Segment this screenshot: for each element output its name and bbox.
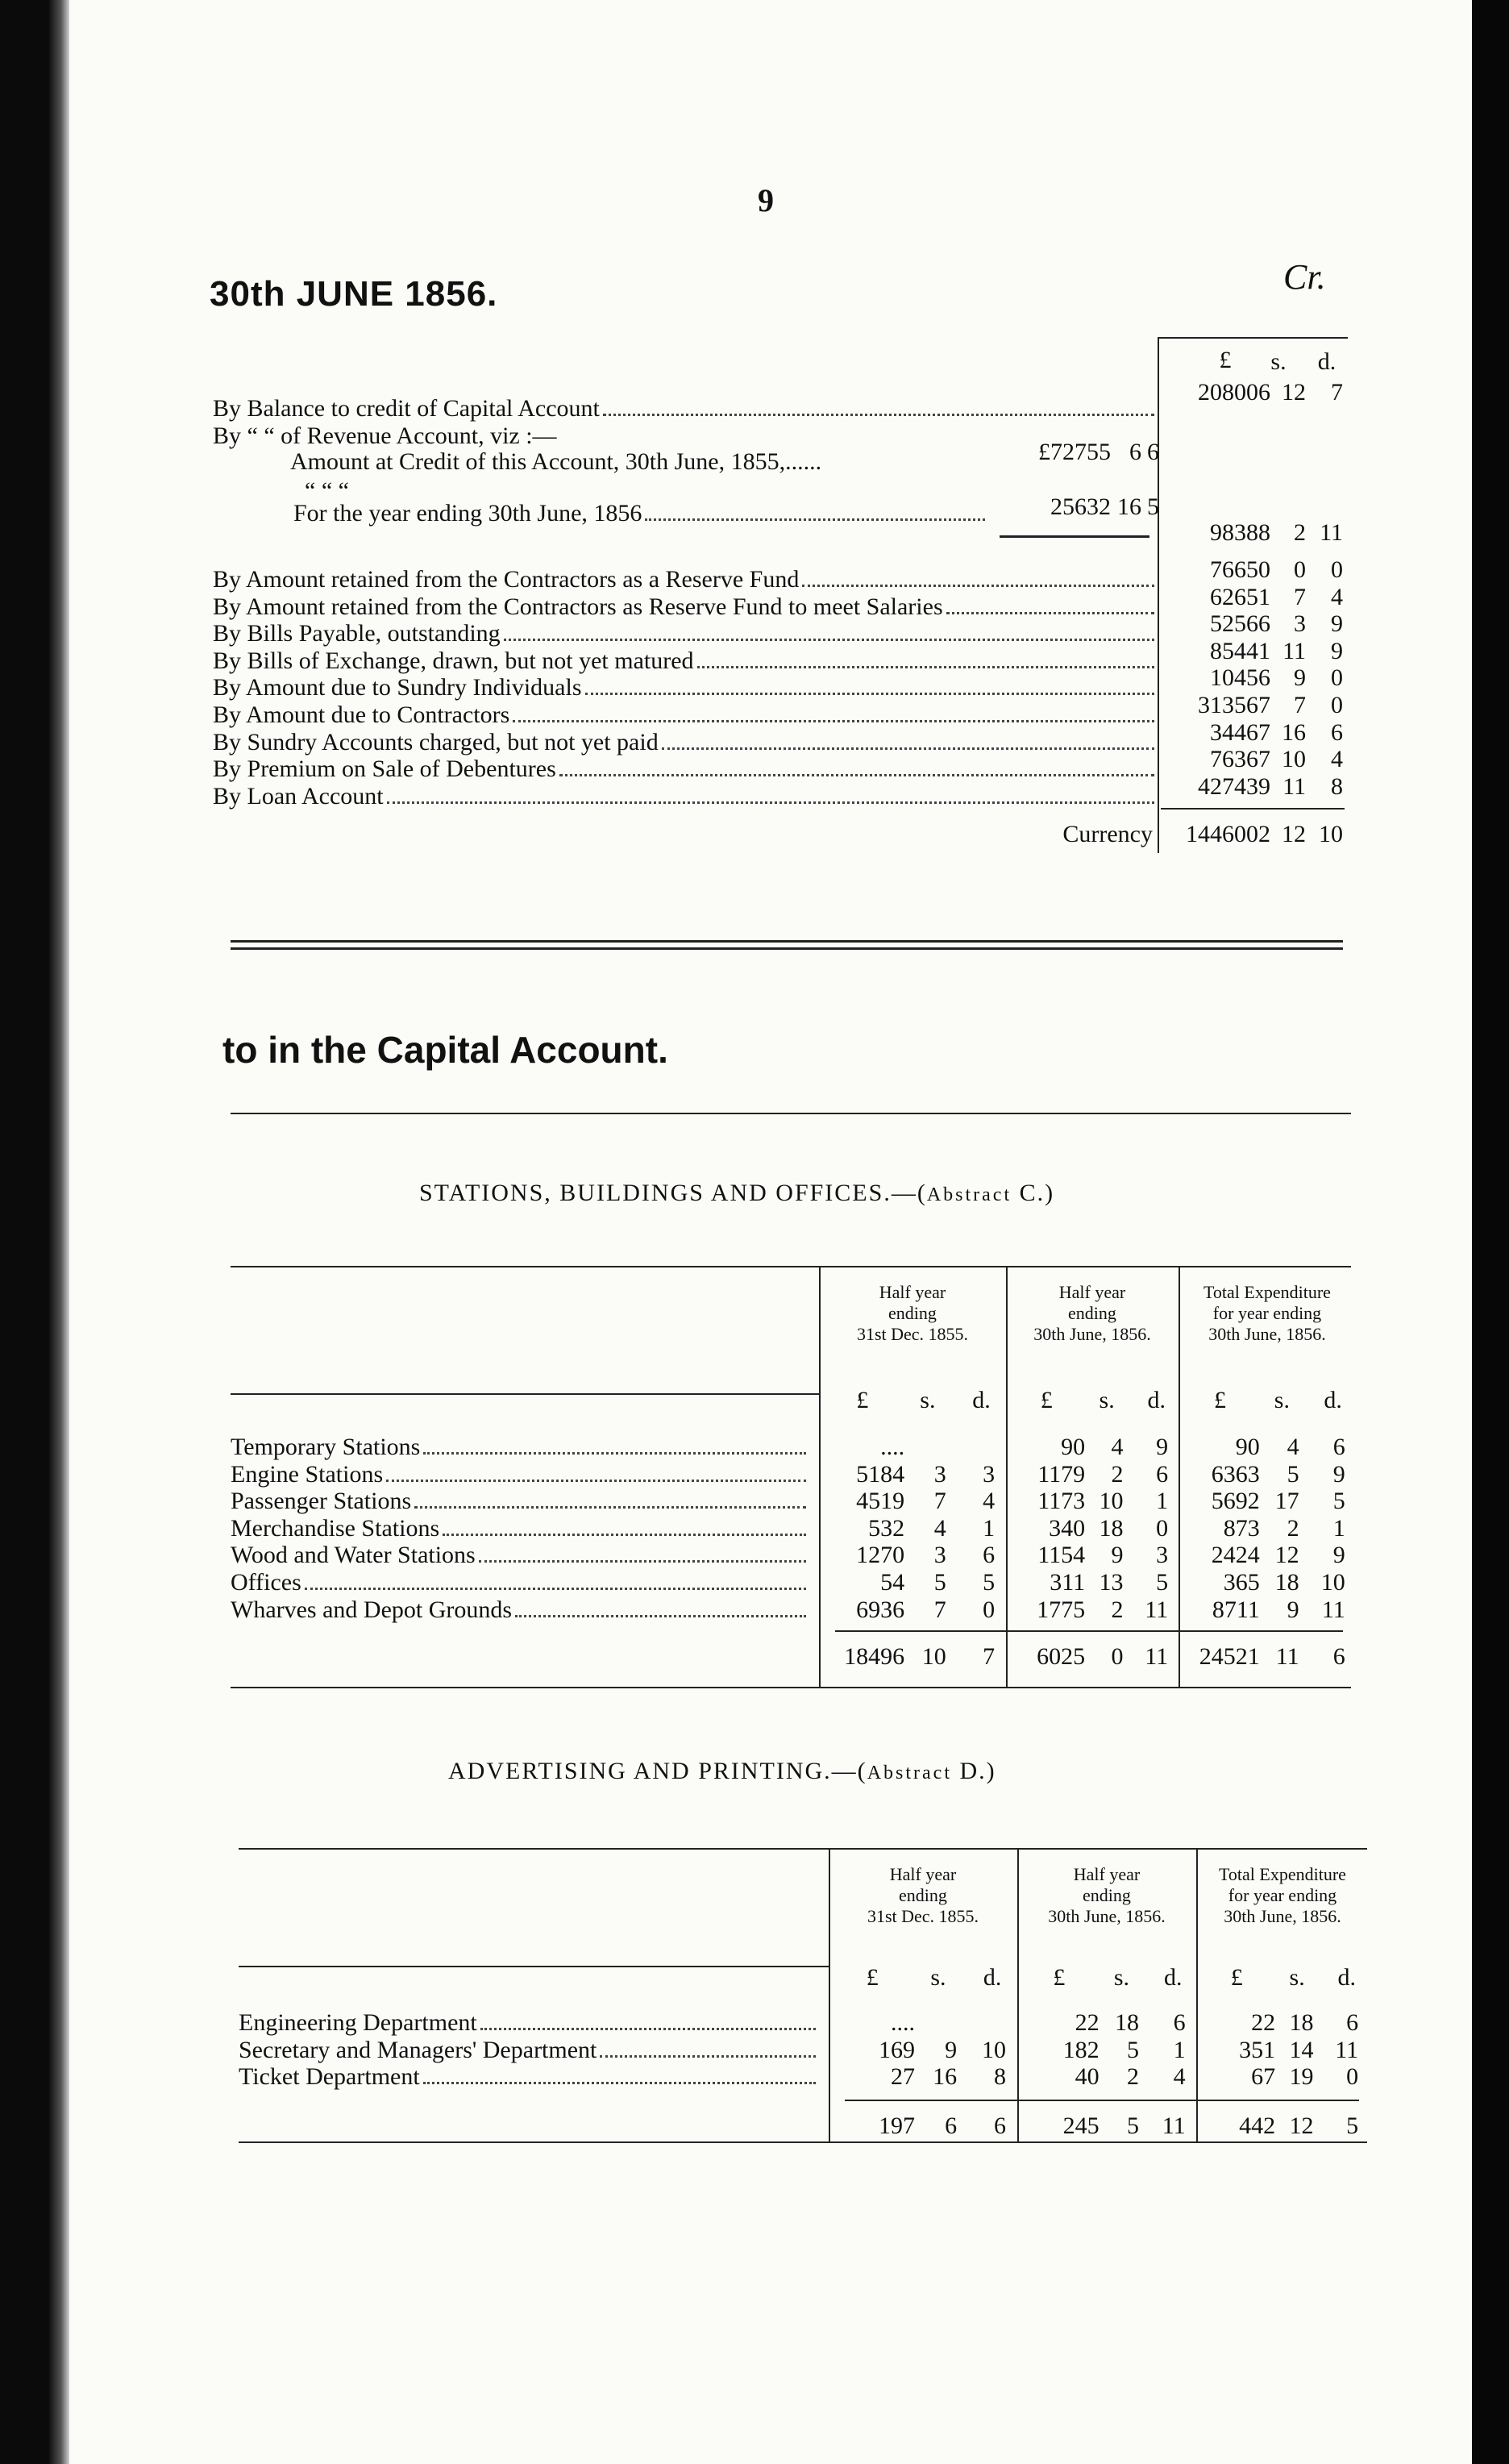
abstract_d-total-c2-pence: 11 xyxy=(1162,2112,1186,2139)
abstract_d-total-c2-shillings: 5 xyxy=(1126,2112,1139,2139)
abstract_c-row-2-c2-pounds: 1173 xyxy=(1037,1488,1086,1514)
abstract_c-row-0 xyxy=(231,1434,809,1461)
abstract_c-row-1-c2-pence: 6 xyxy=(1156,1461,1169,1488)
abstract_c-total-c3-pounds: 24521 xyxy=(1199,1643,1260,1670)
cr-revenue-year-pounds: 25632 xyxy=(1050,493,1111,520)
abstract_c-row-6-c2-pence: 11 xyxy=(1145,1596,1169,1623)
section-title: to in the Capital Account. xyxy=(222,1029,668,1071)
header-credit-side: Cr. xyxy=(1283,257,1326,297)
cr-revenue-credit-shillings: 6 xyxy=(1129,439,1141,465)
cr-item-2-pence: 9 xyxy=(1331,610,1343,637)
abstract_d-col-0-unit-1: s. xyxy=(930,1964,946,1991)
cr-revenue-year-label-wrap xyxy=(293,500,987,527)
cr-item-1-shillings: 7 xyxy=(1294,584,1306,610)
cr-item-5-leader xyxy=(513,720,1154,722)
abstract-d-title-main: ADVERTISING AND PRINTING.—( xyxy=(448,1758,867,1784)
cr-item-8-leader xyxy=(387,801,1154,804)
abstract_c-row-3-c1-shillings: 4 xyxy=(933,1515,946,1542)
spine-gradient xyxy=(48,0,69,2464)
cr-total-pence: 10 xyxy=(1319,821,1343,847)
abstract_c-row-5-c3-pounds: 365 xyxy=(1223,1569,1260,1596)
cr-revenue-credit xyxy=(290,448,983,476)
abstract_c-row-6-label: Wharves and Depot Grounds xyxy=(231,1596,513,1623)
abstract_d-row-0-c2-pence: 6 xyxy=(1173,2009,1186,2036)
cr-item-3-label: By Bills of Exchange, drawn, but not yet matured xyxy=(213,647,694,674)
abstract_c-total-rule xyxy=(835,1630,1343,1632)
abstract_c-col-2-unit-0: £ xyxy=(1214,1387,1226,1413)
cr-item-8-shillings: 11 xyxy=(1282,773,1306,800)
abstract_c-row-3-c3-pounds: 873 xyxy=(1223,1515,1260,1542)
cr-revenue-year xyxy=(293,500,987,527)
cr-revenue-credit-pence: 6 xyxy=(1147,439,1159,465)
cr-revenue-year-leader xyxy=(645,518,985,521)
abstract_c-row-4 xyxy=(231,1542,809,1569)
cr-item-0-label-wrap xyxy=(213,566,1156,593)
abstract_d-row-0-label: Engineering Department xyxy=(239,2009,477,2036)
abstract_c-row-2-c3-shillings: 17 xyxy=(1274,1488,1299,1514)
abstract_d-row-2-c2-pence: 4 xyxy=(1173,2063,1186,2090)
abstract_c-row-3-c2-pence: 0 xyxy=(1156,1515,1169,1542)
cr-item-8-pounds: 427439 xyxy=(1198,773,1270,800)
abstract_c-row-5-c2-pence: 5 xyxy=(1156,1569,1169,1596)
abstract_c-row-4-c2-pence: 3 xyxy=(1156,1542,1169,1568)
abstract_c-row-0-c2-pence: 9 xyxy=(1156,1434,1169,1460)
abstract_d-row-0-c3-shillings: 18 xyxy=(1289,2009,1314,2036)
abstract_d-row-2-c3-pence: 0 xyxy=(1346,2063,1359,2090)
cr-item-8 xyxy=(213,783,1156,810)
cr-item-1-leader xyxy=(946,612,1154,614)
abstract_c-col-0-unit-0: £ xyxy=(856,1387,869,1413)
abstract_d-row-2-c2-shillings: 2 xyxy=(1126,2063,1139,2090)
abstract_c-row-6-c1-pounds: 6936 xyxy=(856,1596,905,1623)
cr-item-3-label-wrap xyxy=(213,647,1156,675)
abstract_d-row-2-c3-shillings: 19 xyxy=(1289,2063,1314,2090)
abstract_c-row-4-c1-pounds: 1270 xyxy=(856,1542,905,1568)
abstract_c-row-5-label: Offices xyxy=(231,1569,301,1596)
abstract_c-col-2-heading: Total Expenditure for year ending 30th June, 1856. xyxy=(1203,1282,1331,1344)
abstract_c-row-2 xyxy=(231,1488,809,1515)
abstract_c-col-1-unit-0: £ xyxy=(1040,1387,1053,1413)
cr-item-6-pence: 6 xyxy=(1331,719,1343,746)
abstract_c-row-5-c3-shillings: 18 xyxy=(1274,1569,1299,1596)
abstract_c-row-5-c1-shillings: 5 xyxy=(933,1569,946,1596)
cr-item-3-shillings: 11 xyxy=(1282,638,1306,664)
abstract_d-row-0-leader xyxy=(480,2028,816,2030)
section-title-rule xyxy=(231,1113,1351,1114)
cr-revenue-total-shillings: 2 xyxy=(1294,519,1306,546)
abstract_c-total-c1-pence: 7 xyxy=(983,1643,996,1670)
abstract_c-row-1 xyxy=(231,1461,809,1488)
abstract_d-col-1-unit-2: d. xyxy=(1164,1964,1183,1991)
abstract_d-row-1-c2-pence: 1 xyxy=(1173,2037,1186,2063)
abstract_d-label-head-rule xyxy=(239,1966,829,1967)
cr-item-5-shillings: 7 xyxy=(1294,692,1306,718)
section-double-rule xyxy=(231,940,1343,950)
document-page xyxy=(69,0,1472,2464)
cr-item-5-pence: 0 xyxy=(1331,692,1343,718)
abstract_c-top-rule xyxy=(231,1266,1351,1267)
abstract_d-row-1-c2-shillings: 5 xyxy=(1126,2037,1139,2063)
abstract_d-row-2-c1-shillings: 16 xyxy=(933,2063,958,2090)
abstract_d-col-2-unit-2: d. xyxy=(1337,1964,1356,1991)
abstract_d-col-2-heading: Total Expenditure for year ending 30th June, 1856. xyxy=(1219,1864,1346,1926)
cr-revenue-credit-label: Amount at Credit of this Account, 30th June, 1855,...... xyxy=(290,448,822,475)
abstract_c-row-6-c2-pounds: 1775 xyxy=(1037,1596,1086,1623)
abstract_c-row-0-c3-pence: 6 xyxy=(1332,1434,1345,1460)
abstract_c-row-0-leader xyxy=(423,1452,806,1455)
cr-item-0 xyxy=(213,566,1156,593)
abstract_c-row-4-c1-pence: 6 xyxy=(983,1542,996,1568)
abstract_c-total-c2-pence: 11 xyxy=(1145,1643,1169,1670)
cr-item-3-pounds: 85441 xyxy=(1210,638,1270,664)
abstract_c-col-1-heading: Half year ending 30th June, 1856. xyxy=(1033,1282,1151,1344)
cr-item-1-pounds: 62651 xyxy=(1210,584,1270,610)
abstract_c-row-1-label: Engine Stations xyxy=(231,1461,384,1488)
abstract_d-col-0-heading: Half year ending 31st Dec. 1855. xyxy=(867,1864,979,1926)
abstract_d-row-2-c1-pounds: 27 xyxy=(890,2063,915,2090)
abstract_c-row-3-c3-pence: 1 xyxy=(1332,1515,1345,1542)
abstract-c-title-small: Abstract xyxy=(926,1184,1012,1205)
header-date: 30th JUNE 1856. xyxy=(210,274,498,314)
abstract_d-total-c1-shillings: 6 xyxy=(945,2112,958,2139)
cr-balance-capital-leader xyxy=(603,414,1154,416)
abstract_c-row-1-c3-shillings: 5 xyxy=(1287,1461,1299,1488)
abstract_c-row-2-c3-pence: 5 xyxy=(1332,1488,1345,1514)
cr-unit-shilling: s. xyxy=(1270,348,1287,375)
abstract_c-row-4-label: Wood and Water Stations xyxy=(231,1542,476,1568)
cr-item-4-leader xyxy=(585,693,1155,695)
abstract_c-row-4-c2-pounds: 1154 xyxy=(1037,1542,1086,1568)
abstract_c-row-5-c3-pence: 10 xyxy=(1320,1569,1345,1596)
cr-balance-capital xyxy=(213,395,1156,422)
abstract_d-bottom-rule xyxy=(239,2141,1367,2143)
abstract_c-row-3 xyxy=(231,1515,809,1542)
cr-item-7-pounds: 76367 xyxy=(1210,746,1270,772)
cr-item-8-label-wrap xyxy=(213,783,1156,810)
abstract-c-title-main: STATIONS, BUILDINGS AND OFFICES.—( xyxy=(419,1180,927,1206)
cr-item-6-pounds: 34467 xyxy=(1210,719,1270,746)
cr-item-4-shillings: 9 xyxy=(1294,664,1306,691)
cr-item-8-label: By Loan Account xyxy=(213,783,384,810)
abstract_c-row-5-c1-pence: 5 xyxy=(983,1569,996,1596)
cr-item-6-label-wrap xyxy=(213,729,1156,756)
abstract_c-row-5-c2-shillings: 13 xyxy=(1099,1569,1124,1596)
abstract_d-row-1-label: Secretary and Managers' Department xyxy=(239,2037,597,2063)
cr-top-rule xyxy=(1158,337,1348,339)
abstract_c-col-2-unit-1: s. xyxy=(1274,1387,1290,1413)
cr-item-2-label: By Bills Payable, outstanding xyxy=(213,620,501,647)
cr-unit-pence: d. xyxy=(1317,348,1336,375)
cr-item-8-pence: 8 xyxy=(1331,773,1343,800)
abstract_d-total-c1-pence: 6 xyxy=(993,2112,1006,2139)
abstract_c-col-1-unit-2: d. xyxy=(1147,1387,1166,1413)
cr-item-7-pence: 4 xyxy=(1331,746,1343,772)
abstract_c-row-5-c2-pounds: 311 xyxy=(1050,1569,1086,1596)
abstract-c-title xyxy=(419,1180,1054,1207)
abstract_c-row-3-c2-shillings: 18 xyxy=(1099,1515,1124,1542)
cr-item-4-pence: 0 xyxy=(1331,664,1343,691)
abstract_c-row-0-label: Temporary Stations xyxy=(231,1434,421,1460)
cr-revenue-total-pounds: 98388 xyxy=(1210,519,1270,546)
abstract-d-title xyxy=(448,1758,996,1785)
cr-item-0-shillings: 0 xyxy=(1294,556,1306,583)
abstract_d-total-c2-pounds: 245 xyxy=(1062,2112,1100,2139)
abstract_c-row-3-leader xyxy=(443,1534,806,1536)
abstract_c-total-c2-pounds: 6025 xyxy=(1037,1643,1086,1670)
abstract_c-total-c1-shillings: 10 xyxy=(921,1643,946,1670)
cr-balance-capital-pence: 7 xyxy=(1331,379,1343,406)
abstract_c-row-3-c2-pounds: 340 xyxy=(1049,1515,1086,1542)
abstract_d-row-1-c2-pounds: 182 xyxy=(1062,2037,1100,2063)
cr-left-rule xyxy=(1158,337,1159,853)
abstract_c-col-0-unit-1: s. xyxy=(920,1387,936,1413)
cr-item-5-label-wrap xyxy=(213,701,1156,729)
abstract_c-col-0-heading: Half year ending 31st Dec. 1855. xyxy=(856,1282,969,1344)
abstract_d-row-1-c3-pounds: 351 xyxy=(1239,2037,1276,2063)
cr-item-4-pounds: 10456 xyxy=(1210,664,1270,691)
abstract_d-col-0-unit-0: £ xyxy=(866,1964,879,1991)
cr-item-3 xyxy=(213,647,1156,675)
abstract_c-row-0-c3-pounds: 90 xyxy=(1235,1434,1260,1460)
abstract_c-row-6-c1-pence: 0 xyxy=(983,1596,996,1623)
abstract-d-title-end: D.) xyxy=(952,1758,996,1784)
abstract_c-row-1-c2-pounds: 1179 xyxy=(1037,1461,1086,1488)
cr-item-7-leader xyxy=(559,774,1154,776)
abstract_d-top-rule xyxy=(239,1848,1367,1850)
abstract_c-row-6-leader xyxy=(515,1615,806,1617)
abstract_d-row-2-leader xyxy=(423,2082,816,2084)
abstract_d-row-2-c3-pounds: 67 xyxy=(1251,2063,1276,2090)
abstract_c-row-1-c1-pounds: 5184 xyxy=(856,1461,905,1488)
abstract_c-row-3-label: Merchandise Stations xyxy=(231,1515,440,1542)
abstract_d-row-0-c2-pounds: 22 xyxy=(1075,2009,1100,2036)
abstract_c-row-1-c3-pounds: 6363 xyxy=(1211,1461,1260,1488)
cr-item-0-label: By Amount retained from the Contractors as a Reserve Fund xyxy=(213,566,800,593)
abstract_c-row-4-c2-shillings: 9 xyxy=(1111,1542,1124,1568)
abstract_c-row-0-c1-pounds: .... xyxy=(880,1434,905,1460)
abstract_d-row-1-leader xyxy=(600,2055,816,2058)
abstract-d-title-small: Abstract xyxy=(867,1763,952,1783)
abstract_c-total-c3-shillings: 11 xyxy=(1275,1643,1299,1670)
abstract_d-row-1-c3-pence: 11 xyxy=(1335,2037,1359,2063)
cr-item-0-pence: 0 xyxy=(1331,556,1343,583)
cr-item-1-label: By Amount retained from the Contractors as Reserve Fund to meet Salaries xyxy=(213,593,943,620)
cr-total-label: Currency xyxy=(1062,821,1153,847)
cr-item-7 xyxy=(213,755,1156,783)
abstract_d-total-rule xyxy=(845,2100,1359,2101)
abstract_d-col-1-unit-0: £ xyxy=(1053,1964,1066,1991)
cr-item-5 xyxy=(213,701,1156,729)
abstract_c-row-2-c3-pounds: 5692 xyxy=(1211,1488,1260,1514)
cr-item-2-leader xyxy=(504,639,1154,641)
cr-ditto-label: “ “ “ xyxy=(305,477,349,504)
cr-item-6-leader xyxy=(662,747,1154,750)
abstract_c-row-5-leader xyxy=(305,1588,806,1590)
cr-balance-capital-label-wrap xyxy=(213,395,1156,422)
abstract_c-row-3-c3-shillings: 2 xyxy=(1287,1515,1299,1542)
abstract_c-row-2-c1-pence: 4 xyxy=(983,1488,996,1514)
abstract_c-row-1-c1-shillings: 3 xyxy=(933,1461,946,1488)
cr-item-5-label: By Amount due to Contractors xyxy=(213,701,510,728)
abstract_c-row-2-c2-shillings: 10 xyxy=(1099,1488,1124,1514)
abstract_c-row-0-c2-shillings: 4 xyxy=(1111,1434,1124,1460)
abstract_d-row-0-c3-pence: 6 xyxy=(1346,2009,1359,2036)
cr-balance-capital-pounds: 208006 xyxy=(1198,379,1270,406)
cr-item-5-pounds: 313567 xyxy=(1198,692,1270,718)
cr-revenue-intro-label: By “ “ of Revenue Account, viz :— xyxy=(213,422,557,449)
abstract_d-row-2-label: Ticket Department xyxy=(239,2063,420,2090)
abstract_d-col-1-unit-1: s. xyxy=(1113,1964,1130,1991)
abstract_d-total-c3-pounds: 442 xyxy=(1239,2112,1276,2139)
abstract_c-row-0-c3-shillings: 4 xyxy=(1287,1434,1299,1460)
abstract_c-row-2-c1-shillings: 7 xyxy=(933,1488,946,1514)
abstract_c-row-6-c2-shillings: 2 xyxy=(1111,1596,1124,1623)
abstract_d-row-0-c2-shillings: 18 xyxy=(1114,2009,1139,2036)
cr-item-0-leader xyxy=(802,585,1154,587)
abstract_c-col-1-unit-1: s. xyxy=(1099,1387,1115,1413)
abstract_c-row-5 xyxy=(231,1569,809,1596)
abstract_d-col-1-heading: Half year ending 30th June, 1856. xyxy=(1048,1864,1166,1926)
abstract_c-total-c3-pence: 6 xyxy=(1332,1643,1345,1670)
abstract_c-row-2-c1-pounds: 4519 xyxy=(856,1488,905,1514)
cr-total-shillings: 12 xyxy=(1282,821,1306,847)
cr-item-2-shillings: 3 xyxy=(1294,610,1306,637)
cr-item-7-shillings: 10 xyxy=(1282,746,1306,772)
abstract_d-row-2-c2-pounds: 40 xyxy=(1075,2063,1100,2090)
abstract_c-label-head-rule xyxy=(231,1393,819,1395)
abstract_d-row-1-c1-shillings: 9 xyxy=(945,2037,958,2063)
cr-balance-capital-label: By Balance to credit of Capital Account xyxy=(213,395,600,422)
page-number: 9 xyxy=(758,182,774,219)
cr-balance-capital-shillings: 12 xyxy=(1282,379,1306,406)
abstract_d-row-2-c1-pence: 8 xyxy=(993,2063,1006,2090)
cr-item-4-label: By Amount due to Sundry Individuals xyxy=(213,674,582,701)
cr-item-1 xyxy=(213,593,1156,621)
cr-revenue-intro-label-wrap xyxy=(213,422,938,450)
cr-item-1-pence: 4 xyxy=(1331,584,1343,610)
cr-item-3-leader xyxy=(697,666,1154,668)
abstract-c-title-end: C.) xyxy=(1012,1180,1055,1206)
abstract_d-row-0-c3-pounds: 22 xyxy=(1251,2009,1276,2036)
abstract_d-row-2 xyxy=(239,2063,819,2091)
cr-total-pounds: 1446002 xyxy=(1186,821,1270,847)
abstract_c-row-3-c1-pounds: 532 xyxy=(868,1515,905,1542)
cr-item-2 xyxy=(213,620,1156,647)
abstract_c-row-2-label: Passenger Stations xyxy=(231,1488,412,1514)
abstract_c-row-3-c1-pence: 1 xyxy=(983,1515,996,1542)
cr-item-7-label-wrap xyxy=(213,755,1156,783)
abstract_d-total-c3-shillings: 12 xyxy=(1289,2112,1314,2139)
cr-revenue-credit-label-wrap xyxy=(290,448,983,476)
abstract_c-row-4-c3-pence: 9 xyxy=(1332,1542,1345,1568)
abstract_c-row-1-leader xyxy=(386,1480,806,1482)
abstract_d-total-c3-pence: 5 xyxy=(1346,2112,1359,2139)
abstract_c-row-1-c2-shillings: 2 xyxy=(1111,1461,1124,1488)
cr-revenue-credit-pounds: £72755 xyxy=(1038,439,1111,465)
abstract_d-total-c1-pounds: 197 xyxy=(878,2112,915,2139)
cr-item-6-label: By Sundry Accounts charged, but not yet paid xyxy=(213,729,659,755)
abstract_c-row-2-c2-pence: 1 xyxy=(1156,1488,1169,1514)
scan-edge xyxy=(1472,0,1509,2464)
abstract_c-row-4-c3-shillings: 12 xyxy=(1274,1542,1299,1568)
abstract_d-col-0-unit-2: d. xyxy=(983,1964,1002,1991)
abstract_c-total-c2-shillings: 0 xyxy=(1111,1643,1124,1670)
abstract_d-row-1 xyxy=(239,2037,819,2064)
cr-revenue-year-label: For the year ending 30th June, 1856 xyxy=(293,500,642,527)
abstract_d-col-2-unit-0: £ xyxy=(1230,1964,1243,1991)
abstract_c-row-2-leader xyxy=(414,1506,806,1509)
abstract_c-row-4-c1-shillings: 3 xyxy=(933,1542,946,1568)
abstract_c-total-c1-pounds: 18496 xyxy=(844,1643,905,1670)
cr-unit-pound: £ xyxy=(1219,347,1232,373)
abstract_c-row-1-c3-pence: 9 xyxy=(1332,1461,1345,1488)
abstract_d-col-2-unit-1: s. xyxy=(1289,1964,1305,1991)
cr-item-2-pounds: 52566 xyxy=(1210,610,1270,637)
abstract_c-row-6-c3-shillings: 9 xyxy=(1287,1596,1299,1623)
cr-total-rule xyxy=(1161,808,1345,810)
abstract_c-row-6 xyxy=(231,1596,809,1624)
cr-item-3-pence: 9 xyxy=(1331,638,1343,664)
abstract_d-row-1-c1-pence: 10 xyxy=(981,2037,1006,2063)
abstract_c-bottom-rule xyxy=(231,1687,1351,1688)
cr-item-0-pounds: 76650 xyxy=(1210,556,1270,583)
abstract_d-row-1-c1-pounds: 169 xyxy=(878,2037,915,2063)
abstract_c-row-0-c2-pounds: 90 xyxy=(1061,1434,1086,1460)
abstract_c-row-5-c1-pounds: 54 xyxy=(880,1569,905,1596)
cr-item-6-shillings: 16 xyxy=(1282,719,1306,746)
cr-item-1-label-wrap xyxy=(213,593,1156,621)
abstract_c-row-4-c3-pounds: 2424 xyxy=(1211,1542,1260,1568)
cr-item-4-label-wrap xyxy=(213,674,1156,701)
abstract_c-col-2-unit-2: d. xyxy=(1324,1387,1342,1413)
cr-revenue-intro xyxy=(213,422,938,450)
cr-item-6 xyxy=(213,729,1156,756)
abstract_d-row-0 xyxy=(239,2009,819,2037)
abstract_c-row-6-c3-pence: 11 xyxy=(1321,1596,1345,1623)
abstract_d-row-0-c1-pounds: .... xyxy=(890,2009,915,2036)
cr-item-4 xyxy=(213,674,1156,701)
cr-revenue-year-shillings: 16 xyxy=(1117,493,1141,520)
abstract_c-row-4-leader xyxy=(479,1560,806,1563)
abstract_c-row-1-c1-pence: 3 xyxy=(983,1461,996,1488)
cr-item-2-label-wrap xyxy=(213,620,1156,647)
cr-revenue-year-pence: 5 xyxy=(1147,493,1159,520)
abstract_c-row-6-c3-pounds: 8711 xyxy=(1212,1596,1260,1623)
cr-item-7-label: By Premium on Sale of Debentures xyxy=(213,755,556,782)
abstract_c-col-0-unit-2: d. xyxy=(972,1387,991,1413)
abstract_d-row-1-c3-shillings: 14 xyxy=(1289,2037,1314,2063)
abstract_c-row-6-c1-shillings: 7 xyxy=(933,1596,946,1623)
cr-subtotal-rule xyxy=(1000,535,1149,538)
cr-revenue-total-pence: 11 xyxy=(1320,519,1343,546)
